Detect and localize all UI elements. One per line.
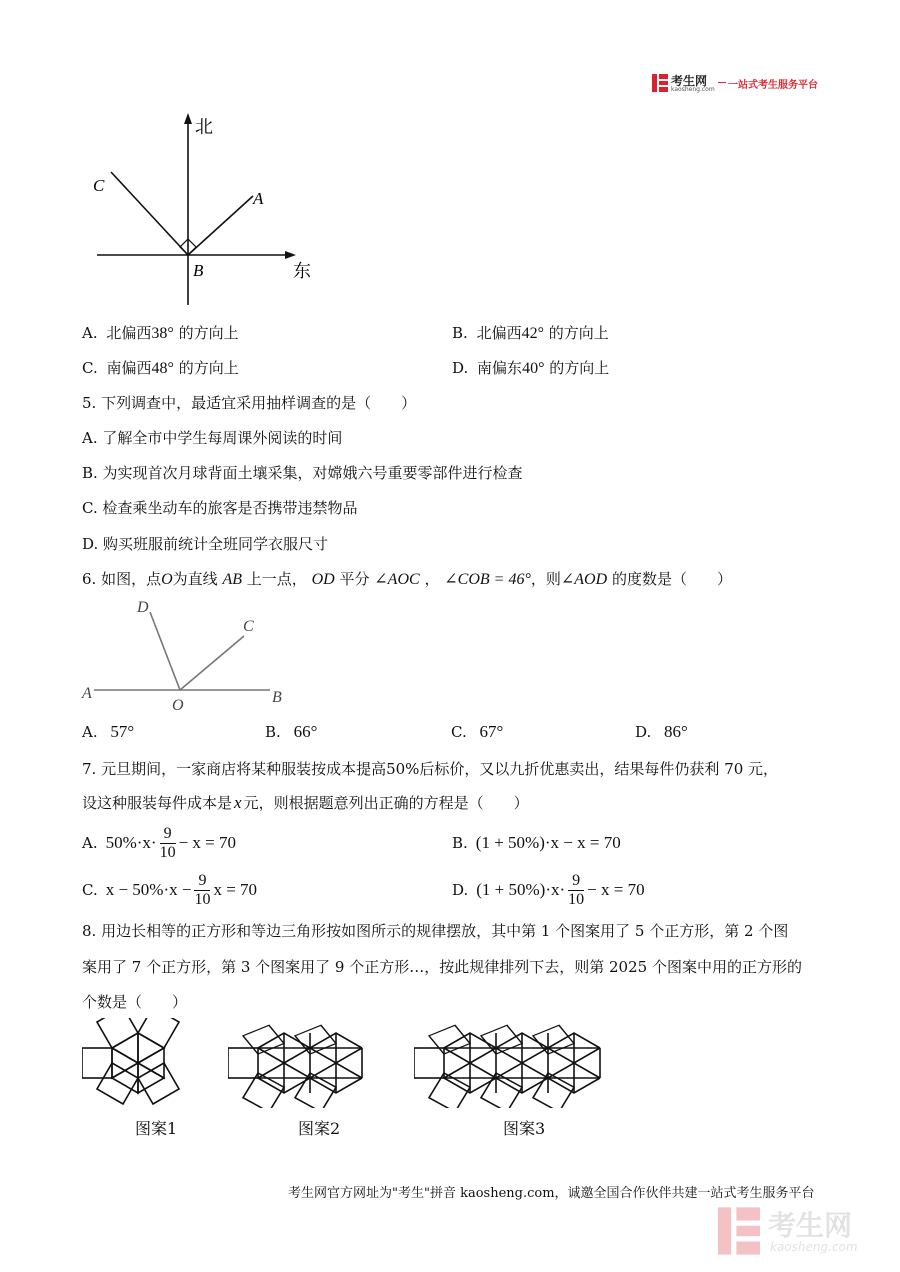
logo-name: 考生网 <box>671 74 708 88</box>
q4-compass-figure <box>85 110 345 310</box>
header-slogan: 一站式考生服务平台 <box>728 80 818 91</box>
q5-option-d[interactable]: D. 购买班服前统计全班同学衣服尺寸 <box>82 535 329 553</box>
q7-option-d[interactable]: D. (1 + 50%)·x· $\frac{9}{10}$ − x = 70 <box>452 871 645 908</box>
footer-note: 考生网官方网址为"考生"拼音 kaosheng.com，诚邀全国合作伙伴共建一站式考生服务平台 <box>288 1186 815 1201</box>
label-c: C <box>93 176 105 195</box>
label-a: A <box>82 685 92 702</box>
fraction: $\frac{9}{10}$ <box>194 871 211 908</box>
pattern-1-figure <box>82 1018 212 1108</box>
q7-stem-line2: 设这种服装每件成本是 x 元，则根据题意列出正确的方程是（ ） <box>82 793 529 812</box>
ray-od <box>150 612 180 690</box>
q4-option-c[interactable]: C. 南偏西48° 的方向上 <box>82 359 239 377</box>
watermark-domain: kaosheng.com <box>770 1240 858 1254</box>
q6-stem: 6. 如图，点O为直线 AB 上一点， OD 平分 ∠AOC ， ∠COB = 46°，则∠AOD 的度数是（ ） <box>82 570 732 588</box>
label-b: B <box>272 689 282 706</box>
q8-stem-line3: 个数是（ ） <box>82 993 188 1011</box>
kaosheng-logo-icon <box>652 74 668 92</box>
q7-stem-line1: 7. 元旦期间，一家商店将某种服装按成本提高50%后标价，又以九折优惠卖出，结果每件仍获利 70 元， <box>82 760 779 778</box>
q4-option-a[interactable]: A. 北偏西38° 的方向上 <box>82 324 239 342</box>
ray-ba <box>188 196 253 255</box>
east-arrow-icon <box>285 251 296 259</box>
label-east: 东 <box>293 261 311 282</box>
label-d: D <box>137 599 149 616</box>
pattern-3-figure <box>414 1018 624 1108</box>
watermark-logo-icon <box>718 1206 760 1256</box>
fraction: $\frac{9}{10}$ <box>159 824 176 861</box>
q6-angle-figure <box>80 598 300 713</box>
q7-option-c[interactable]: C. x − 50%·x − $\frac{9}{10}$ x = 70 <box>82 871 258 908</box>
label-c: C <box>243 618 254 635</box>
q5-option-c[interactable]: C. 检查乘坐动车的旅客是否携带违禁物品 <box>82 499 358 517</box>
logo-domain: kaosheng.com <box>671 86 715 93</box>
q4-option-b[interactable]: B. 北偏西42° 的方向上 <box>452 324 609 342</box>
watermark-name: 考生网 <box>768 1209 853 1242</box>
ray-oc <box>180 636 244 690</box>
fraction: $\frac{9}{10}$ <box>568 871 585 908</box>
label-north: 北 <box>195 117 213 138</box>
caption-pattern-3: 图案3 <box>503 1119 546 1138</box>
q5-option-b[interactable]: B. 为实现首次月球背面土壤采集，对嫦娥六号重要零部件进行检查 <box>82 464 523 482</box>
watermark <box>718 1204 888 1258</box>
caption-pattern-1: 图案1 <box>135 1119 178 1138</box>
q7-option-a[interactable]: A. 50%·x· $\frac{9}{10}$ − x = 70 <box>82 824 237 861</box>
q5-stem: 5. 下列调查中，最适宜采用抽样调查的是（ ） <box>82 394 417 412</box>
caption-pattern-2: 图案2 <box>298 1119 341 1138</box>
q6-option-d[interactable]: D. 86° <box>635 722 688 741</box>
label-b: B <box>193 261 204 280</box>
q7-option-b[interactable]: B. (1 + 50%)·x − x = 70 <box>452 833 621 852</box>
logo-separator <box>718 82 726 83</box>
north-arrow-icon <box>184 113 192 124</box>
ray-bc <box>111 172 188 255</box>
q6-option-a[interactable]: A. 57° <box>82 722 135 741</box>
q6-option-b[interactable]: B. 66° <box>265 722 318 741</box>
q4-option-d[interactable]: D. 南偏东40° 的方向上 <box>452 359 610 377</box>
label-a: A <box>253 189 264 208</box>
q8-stem-line2: 案用了 7 个正方形，第 3 个图案用了 9 个正方形…，按此规律排列下去，则第 2025 个图案中用的正方形的 <box>82 958 802 976</box>
pattern-2-figure <box>228 1018 398 1108</box>
q5-option-a[interactable]: A. 了解全市中学生每周课外阅读的时间 <box>82 429 343 447</box>
label-o: O <box>172 697 184 713</box>
q6-option-c[interactable]: C. 67° <box>451 722 504 741</box>
q8-stem-line1: 8. 用边长相等的正方形和等边三角形按如图所示的规律摆放，其中第 1 个图案用了 5 个正方形，第 2 个图 <box>82 922 789 940</box>
